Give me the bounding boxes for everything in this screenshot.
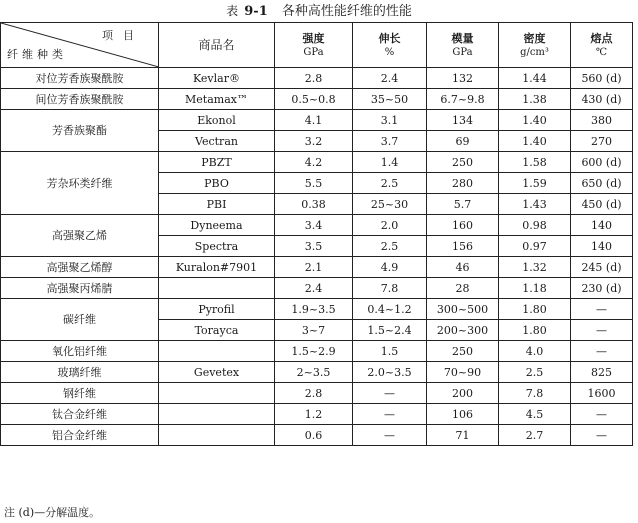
- cell-elongation: 2.5: [353, 236, 427, 257]
- header-row: [1, 23, 633, 68]
- cell-modulus: 200: [427, 383, 499, 404]
- cell-product: Spectra: [159, 236, 275, 257]
- cell-product: [159, 404, 275, 425]
- cell-density: 4.5: [499, 404, 571, 425]
- header-modulus-unit: GPa: [452, 46, 473, 58]
- header-melting: [571, 23, 633, 68]
- cell-strength: 2.4: [275, 278, 353, 299]
- header-strength-name: 强度: [302, 31, 325, 45]
- cell-density: 0.98: [499, 215, 571, 236]
- cell-strength: 2.8: [275, 68, 353, 89]
- cell-strength: 3~7: [275, 320, 353, 341]
- cell-density: 1.59: [499, 173, 571, 194]
- cell-category: 铝合金纤维: [1, 425, 159, 446]
- caption-title: 各种高性能纤维的性能: [281, 4, 412, 19]
- cell-product: [159, 341, 275, 362]
- cell-density: 1.43: [499, 194, 571, 215]
- cell-elongation: 4.9: [353, 257, 427, 278]
- cell-strength: 5.5: [275, 173, 353, 194]
- cell-melting: 245 (d): [571, 257, 633, 278]
- cell-density: 1.80: [499, 299, 571, 320]
- cell-product: PBZT: [159, 152, 275, 173]
- cell-modulus: 28: [427, 278, 499, 299]
- cell-strength: 1.9~3.5: [275, 299, 353, 320]
- cell-strength: 1.5~2.9: [275, 341, 353, 362]
- cell-strength: 3.2: [275, 131, 353, 152]
- header-modulus-name: 模量: [451, 31, 474, 45]
- cell-elongation: 2.4: [353, 68, 427, 89]
- header-elongation-unit: %: [384, 46, 395, 58]
- cell-melting: 270: [571, 131, 633, 152]
- cell-density: 1.18: [499, 278, 571, 299]
- cell-elongation: 7.8: [353, 278, 427, 299]
- cell-melting: —: [571, 341, 633, 362]
- cell-melting: 600 (d): [571, 152, 633, 173]
- cell-product: Vectran: [159, 131, 275, 152]
- cell-strength: 0.5~0.8: [275, 89, 353, 110]
- cell-density: 1.40: [499, 131, 571, 152]
- cell-strength: 1.2: [275, 404, 353, 425]
- cell-elongation: 2.0: [353, 215, 427, 236]
- cell-product: [159, 425, 275, 446]
- cell-strength: 4.2: [275, 152, 353, 173]
- cell-category: 碳纤维: [1, 299, 159, 341]
- header-strength: [275, 23, 353, 68]
- cell-strength: 0.6: [275, 425, 353, 446]
- cell-density: 2.5: [499, 362, 571, 383]
- cell-melting: —: [571, 320, 633, 341]
- cell-product: Torayca: [159, 320, 275, 341]
- cell-density: 7.8: [499, 383, 571, 404]
- cell-elongation: 25~30: [353, 194, 427, 215]
- header-density-unit: g/cm³: [520, 46, 549, 58]
- cell-modulus: 160: [427, 215, 499, 236]
- cell-category: 钢纤维: [1, 383, 159, 404]
- cell-melting: —: [571, 299, 633, 320]
- cell-melting: 1600: [571, 383, 633, 404]
- table-row: [1, 152, 633, 173]
- cell-modulus: 69: [427, 131, 499, 152]
- cell-elongation: 2.0~3.5: [353, 362, 427, 383]
- cell-elongation: —: [353, 383, 427, 404]
- cell-melting: 450 (d): [571, 194, 633, 215]
- cell-modulus: 46: [427, 257, 499, 278]
- cell-product: Pyrofil: [159, 299, 275, 320]
- cell-elongation: 35~50: [353, 89, 427, 110]
- cell-density: 1.32: [499, 257, 571, 278]
- fiber-properties-table: [0, 22, 633, 446]
- table-row: [1, 383, 633, 404]
- cell-modulus: 280: [427, 173, 499, 194]
- cell-density: 1.38: [499, 89, 571, 110]
- header-density: [499, 23, 571, 68]
- cell-modulus: 6.7~9.8: [427, 89, 499, 110]
- cell-category: 芳香族聚酯: [1, 110, 159, 152]
- cell-elongation: 2.5: [353, 173, 427, 194]
- cell-modulus: 250: [427, 152, 499, 173]
- cell-strength: 3.5: [275, 236, 353, 257]
- table-row: [1, 341, 633, 362]
- header-melting-unit: ℃: [595, 46, 608, 58]
- cell-melting: 430 (d): [571, 89, 633, 110]
- table-row: [1, 425, 633, 446]
- cell-density: 2.7: [499, 425, 571, 446]
- cell-product: Metamax™: [159, 89, 275, 110]
- header-strength-unit: GPa: [303, 46, 324, 58]
- cell-melting: 230 (d): [571, 278, 633, 299]
- cell-product: [159, 383, 275, 404]
- cell-modulus: 156: [427, 236, 499, 257]
- cell-category: 对位芳香族聚酰胺: [1, 68, 159, 89]
- cell-melting: 380: [571, 110, 633, 131]
- table-row: [1, 257, 633, 278]
- cell-category: 高强聚乙烯醇: [1, 257, 159, 278]
- cell-melting: 140: [571, 215, 633, 236]
- cell-strength: 4.1: [275, 110, 353, 131]
- header-corner-cell: [1, 23, 159, 68]
- cell-melting: 560 (d): [571, 68, 633, 89]
- cell-modulus: 200~300: [427, 320, 499, 341]
- table-row: [1, 110, 633, 131]
- table-row: [1, 215, 633, 236]
- table-body: [1, 68, 633, 446]
- cell-category: 高强聚丙烯腈: [1, 278, 159, 299]
- cell-modulus: 5.7: [427, 194, 499, 215]
- cell-modulus: 134: [427, 110, 499, 131]
- cell-modulus: 250: [427, 341, 499, 362]
- table-row: [1, 68, 633, 89]
- header-elongation-name: 伸长: [378, 31, 401, 45]
- cell-elongation: 3.1: [353, 110, 427, 131]
- cell-melting: 825: [571, 362, 633, 383]
- cell-elongation: —: [353, 425, 427, 446]
- header-density-name: 密度: [523, 31, 546, 45]
- header-modulus: [427, 23, 499, 68]
- cell-strength: 0.38: [275, 194, 353, 215]
- cell-density: 1.58: [499, 152, 571, 173]
- cell-density: 0.97: [499, 236, 571, 257]
- cell-product: Ekonol: [159, 110, 275, 131]
- cell-strength: 2.1: [275, 257, 353, 278]
- cell-category: 钛合金纤维: [1, 404, 159, 425]
- table-row: [1, 362, 633, 383]
- cell-elongation: 0.4~1.2: [353, 299, 427, 320]
- cell-elongation: 1.4: [353, 152, 427, 173]
- header-corner-top: 项目: [102, 29, 144, 42]
- cell-modulus: 106: [427, 404, 499, 425]
- header-melting-name: 熔点: [590, 31, 613, 45]
- cell-category: 芳杂环类纤维: [1, 152, 159, 215]
- cell-density: 1.80: [499, 320, 571, 341]
- cell-density: 4.0: [499, 341, 571, 362]
- cell-strength: 2~3.5: [275, 362, 353, 383]
- cell-product: Dyneema: [159, 215, 275, 236]
- table-caption: [0, 2, 638, 20]
- cell-density: 1.40: [499, 110, 571, 131]
- cell-product: Kuralon#7901: [159, 257, 275, 278]
- cell-density: 1.44: [499, 68, 571, 89]
- cell-product: [159, 278, 275, 299]
- cell-melting: —: [571, 404, 633, 425]
- cell-elongation: —: [353, 404, 427, 425]
- cell-product: PBO: [159, 173, 275, 194]
- header-product-label: 商品名: [198, 37, 235, 52]
- cell-elongation: 1.5: [353, 341, 427, 362]
- cell-category: 氧化铝纤维: [1, 341, 159, 362]
- cell-elongation: 1.5~2.4: [353, 320, 427, 341]
- cell-product: Gevetex: [159, 362, 275, 383]
- cell-melting: —: [571, 425, 633, 446]
- cell-modulus: 300~500: [427, 299, 499, 320]
- cell-category: 高强聚乙烯: [1, 215, 159, 257]
- header-elongation: [353, 23, 427, 68]
- table-row: [1, 299, 633, 320]
- cell-product: PBI: [159, 194, 275, 215]
- table-footnote: 注 (d)—分解温度。: [4, 506, 101, 519]
- cell-modulus: 71: [427, 425, 499, 446]
- cell-category: 玻璃纤维: [1, 362, 159, 383]
- cell-modulus: 132: [427, 68, 499, 89]
- cell-category: 间位芳香族聚酰胺: [1, 89, 159, 110]
- table-row: [1, 278, 633, 299]
- cell-elongation: 3.7: [353, 131, 427, 152]
- cell-melting: 650 (d): [571, 173, 633, 194]
- table-row: [1, 89, 633, 110]
- cell-melting: 140: [571, 236, 633, 257]
- header-corner-bottom: 纤维种类: [7, 48, 67, 61]
- cell-modulus: 70~90: [427, 362, 499, 383]
- cell-strength: 3.4: [275, 215, 353, 236]
- table-row: [1, 404, 633, 425]
- caption-label: 表: [226, 4, 239, 18]
- cell-strength: 2.8: [275, 383, 353, 404]
- caption-number: 9-1: [244, 4, 268, 19]
- cell-product: Kevlar®: [159, 68, 275, 89]
- header-product: [159, 23, 275, 68]
